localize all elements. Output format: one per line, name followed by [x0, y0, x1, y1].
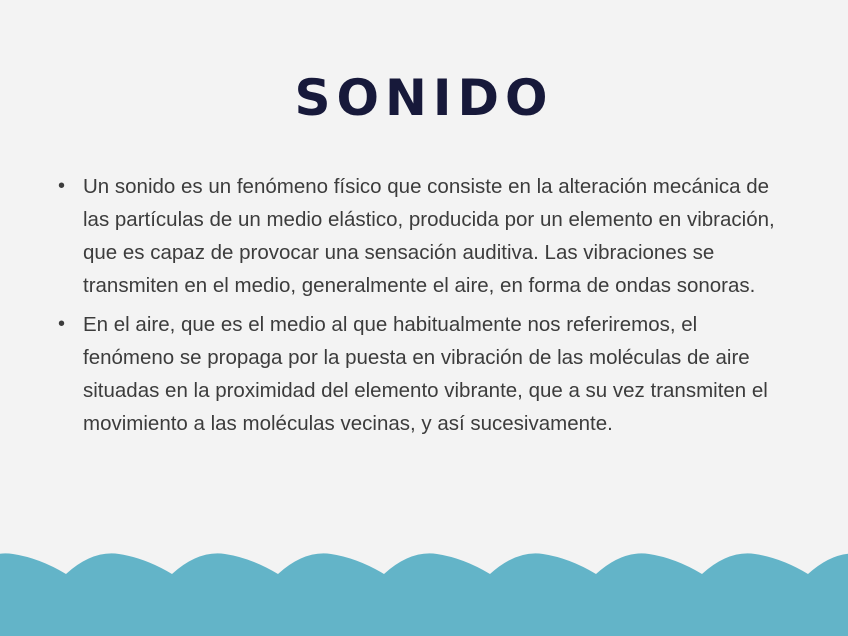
bullet-list [58, 170, 788, 446]
bullet-marker: • [58, 175, 66, 197]
bullet-text: En el aire, que es el medio al que habitualmente nos referiremos, el fenómeno se propaga por la puesta en vibración de las moléculas de aire situadas en la proximidad del elemento vibrante, que a su vez transmiten el movimiento a las moléculas vecinas, y así sucesivamente. [83, 313, 768, 435]
slide-title: SONIDO [294, 69, 554, 127]
wave-shape [0, 553, 848, 636]
bullet-text: Un sonido es un fenómeno físico que consiste en la alteración mecánica de las partículas de un medio elástico, producida por un elemento en vibración, que es capaz de provocar una sensación auditiva. Las vibraciones se transmiten en el medio, generalmente el aire, en forma de ondas sonoras. [83, 175, 775, 297]
bullet-item [58, 308, 788, 440]
bullet-marker: • [58, 313, 66, 335]
wave-decoration [0, 540, 848, 636]
bullet-item [58, 170, 788, 302]
